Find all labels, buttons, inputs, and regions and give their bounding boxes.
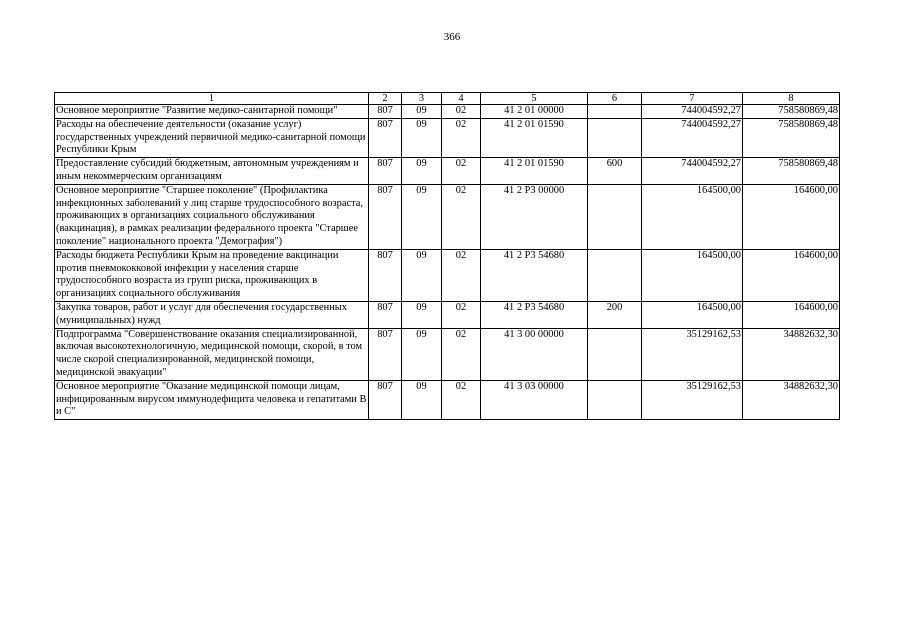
department-code-cell: 807	[369, 301, 402, 328]
department-code-cell: 807	[369, 105, 402, 119]
subsection-code-cell: 02	[442, 158, 481, 185]
amount-col7-cell: 164500,00	[642, 301, 743, 328]
amount-col8-cell: 758580869,48	[743, 158, 840, 185]
target-article-cell: 41 3 03 00000	[481, 380, 588, 419]
amount-col8-cell: 164600,00	[743, 184, 840, 249]
expense-type-cell	[588, 328, 642, 380]
amount-col8-cell: 758580869,48	[743, 105, 840, 119]
table-row	[55, 380, 840, 419]
department-code-cell: 807	[369, 184, 402, 249]
amount-col8-cell: 34882632,30	[743, 328, 840, 380]
table-row	[55, 301, 840, 328]
subsection-code-cell: 02	[442, 249, 481, 301]
section-code-cell: 09	[402, 158, 442, 185]
section-code-cell: 09	[402, 118, 442, 157]
target-article-cell: 41 2 P3 54680	[481, 249, 588, 301]
subsection-code-cell: 02	[442, 184, 481, 249]
header-row	[55, 93, 840, 105]
subsection-code-cell: 02	[442, 380, 481, 419]
target-article-cell: 41 2 P3 00000	[481, 184, 588, 249]
target-article-cell: 41 3 00 00000	[481, 328, 588, 380]
row-name-cell: Закупка товаров, работ и услуг для обеспечения государственных (муниципальных) нужд	[55, 301, 369, 328]
department-code-cell: 807	[369, 158, 402, 185]
column-header: 7	[642, 93, 743, 105]
table-row	[55, 328, 840, 380]
target-article-cell: 41 2 01 00000	[481, 105, 588, 119]
amount-col7-cell: 744004592,27	[642, 158, 743, 185]
subsection-code-cell: 02	[442, 118, 481, 157]
amount-col8-cell: 164600,00	[743, 301, 840, 328]
subsection-code-cell: 02	[442, 328, 481, 380]
column-header: 6	[588, 93, 642, 105]
page-number: 366	[443, 31, 461, 43]
expense-type-cell: 600	[588, 158, 642, 185]
column-header: 1	[55, 93, 369, 105]
row-name-cell: Основное мероприятие "Старшее поколение" (Профилактика инфекционных заболеваний у лиц старше трудоспособного возраста, проживающих в организациях социального обслуживания (вакцинация), в рамках реализации федерального проекта "Старшее поколение" национального проекта "Демография")	[55, 184, 369, 249]
amount-col8-cell: 34882632,30	[743, 380, 840, 419]
section-code-cell: 09	[402, 184, 442, 249]
row-name-cell: Основное мероприятие "Развитие медико-санитарной помощи"	[55, 105, 369, 119]
table-row	[55, 184, 840, 249]
expense-type-cell	[588, 184, 642, 249]
subsection-code-cell: 02	[442, 301, 481, 328]
expense-type-cell: 200	[588, 301, 642, 328]
column-header: 3	[402, 93, 442, 105]
row-name-cell: Подпрограмма "Совершенствование оказания специализированной, включая высокотехнологичную, медицинской помощи, скорой, в том числе скорой специализированной, медицинской помощи, медицинской эвакуации"	[55, 328, 369, 380]
amount-col7-cell: 35129162,53	[642, 328, 743, 380]
amount-col8-cell: 164600,00	[743, 249, 840, 301]
amount-col7-cell: 35129162,53	[642, 380, 743, 419]
amount-col7-cell: 164500,00	[642, 184, 743, 249]
section-code-cell: 09	[402, 328, 442, 380]
row-name-cell: Предоставление субсидий бюджетным, автономным учреждениям и иным некоммерческим организациям	[55, 158, 369, 185]
column-header: 8	[743, 93, 840, 105]
section-code-cell: 09	[402, 301, 442, 328]
budget-table	[54, 92, 840, 420]
column-header: 4	[442, 93, 481, 105]
column-header: 5	[481, 93, 588, 105]
expense-type-cell	[588, 118, 642, 157]
section-code-cell: 09	[402, 380, 442, 419]
department-code-cell: 807	[369, 328, 402, 380]
amount-col8-cell: 758580869,48	[743, 118, 840, 157]
department-code-cell: 807	[369, 118, 402, 157]
table-row	[55, 249, 840, 301]
section-code-cell: 09	[402, 105, 442, 119]
department-code-cell: 807	[369, 249, 402, 301]
row-name-cell: Расходы на обеспечение деятельности (оказание услуг) государственных учреждений первичной медико-санитарной помощи Республики Крым	[55, 118, 369, 157]
row-name-cell: Расходы бюджета Республики Крым на проведение вакцинации против пневмококковой инфекции у населения старше трудоспособного возраста из групп риска, проживающих в организациях социального обслуживания	[55, 249, 369, 301]
section-code-cell: 09	[402, 249, 442, 301]
row-name-cell: Основное мероприятие "Оказание медицинской помощи лицам, инфицированным вирусом иммунодефицита человека и гепатитами В и С"	[55, 380, 369, 419]
expense-type-cell	[588, 380, 642, 419]
department-code-cell: 807	[369, 380, 402, 419]
subsection-code-cell: 02	[442, 105, 481, 119]
expense-type-cell	[588, 105, 642, 119]
amount-col7-cell: 744004592,27	[642, 118, 743, 157]
expense-type-cell	[588, 249, 642, 301]
table-row	[55, 158, 840, 185]
target-article-cell: 41 2 01 01590	[481, 158, 588, 185]
target-article-cell: 41 2 01 01590	[481, 118, 588, 157]
amount-col7-cell: 744004592,27	[642, 105, 743, 119]
table-row	[55, 118, 840, 157]
amount-col7-cell: 164500,00	[642, 249, 743, 301]
target-article-cell: 41 2 P3 54680	[481, 301, 588, 328]
table-row	[55, 105, 840, 119]
column-header: 2	[369, 93, 402, 105]
